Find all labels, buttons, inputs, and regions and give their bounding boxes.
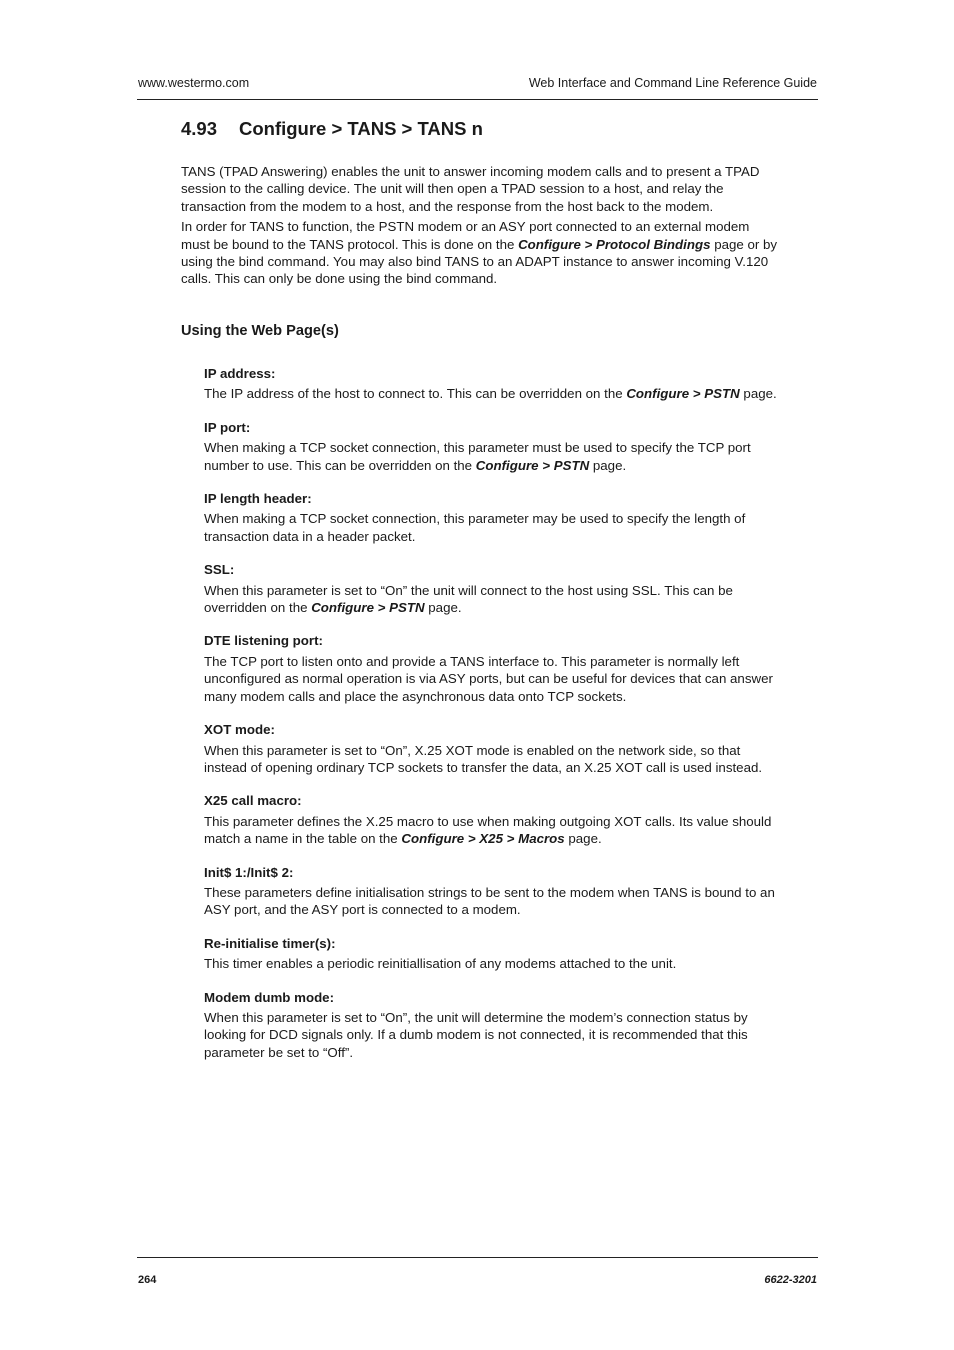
param-label: Modem dumb mode: xyxy=(204,989,335,1005)
parameter-list xyxy=(204,365,784,1077)
document-number: 6622-3201 xyxy=(764,1274,817,1286)
param-description xyxy=(204,439,784,474)
param-desc-text: This timer enables a periodic reinitiallisation of any modems attached to the unit. xyxy=(204,956,677,972)
param-x25-call-macro xyxy=(204,792,784,847)
param-desc-text-end: page. xyxy=(739,386,777,402)
param-description xyxy=(204,510,784,545)
page-number: 264 xyxy=(138,1274,157,1286)
param-ip-length-header xyxy=(204,490,784,545)
param-desc-text: The TCP port to listen onto and provide a TANS interface to. This parameter is normally left unconfigured as normal operation is via ASY ports, but can be useful for devices that can answer many modem calls and place the asynchronous data onto TCP sockets. xyxy=(204,653,773,704)
param-dte-listening-port xyxy=(204,632,784,705)
param-ip-port xyxy=(204,419,784,474)
param-page-reference: Configure > X25 > Macros xyxy=(401,831,565,847)
param-desc-text: When this parameter is set to “On” the unit will connect to the host using SSL. This can be overridden on the xyxy=(204,582,733,616)
param-desc-text-end: page. xyxy=(424,600,462,616)
param-label: SSL: xyxy=(204,562,235,578)
param-desc-text: When making a TCP socket connection, this parameter may be used to specify the length of transaction data in a header packet. xyxy=(204,511,746,544)
param-desc-text: These parameters define initialisation strings to be sent to the modem when TANS is bound to an ASY port, and the ASY port is connected to a modem. xyxy=(204,884,775,918)
param-description xyxy=(204,653,784,705)
param-description xyxy=(204,1009,784,1061)
param-label: IP length header: xyxy=(204,491,312,507)
param-label: Init$ 1:/Init$ 2: xyxy=(204,864,294,880)
header-website: www.westermo.com xyxy=(138,76,250,90)
param-page-reference: Configure > PSTN xyxy=(626,386,740,402)
param-description xyxy=(204,813,784,848)
section-title-text: Configure > TANS > TANS n xyxy=(239,118,483,139)
param-ip-address xyxy=(204,365,784,403)
param-modem-dumb-mode xyxy=(204,989,784,1062)
param-desc-text: When this parameter is set to “On”, X.25 XOT mode is enabled on the network side, so that instead of opening ordinary TCP sockets to transfer the data, an X.25 XOT call is used instead. xyxy=(204,742,763,775)
protocol-bindings-reference: Configure > Protocol Bindings xyxy=(518,236,711,252)
header-guide-title: Web Interface and Command Line Reference Guide xyxy=(528,76,817,90)
param-xot-mode xyxy=(204,721,784,776)
param-desc-text-end: page. xyxy=(564,831,602,847)
param-description xyxy=(204,884,784,919)
param-label: DTE listening port: xyxy=(204,633,323,649)
param-label: IP port: xyxy=(204,419,251,435)
param-description xyxy=(204,582,784,617)
param-page-reference: Configure > PSTN xyxy=(311,600,425,616)
param-description xyxy=(204,385,784,402)
intro-p2-text-end: page or by using the bind command. You may also bind TANS to an ADAPT instance to answer incoming V.120 calls. This can only be done using the bind command. xyxy=(181,236,778,287)
param-description xyxy=(204,742,784,777)
param-desc-text-end: page. xyxy=(589,457,627,473)
intro-text xyxy=(181,163,781,291)
header-divider xyxy=(137,99,818,100)
param-label: X25 call macro: xyxy=(204,793,302,809)
param-description xyxy=(204,955,784,972)
param-desc-text: When this parameter is set to “On”, the unit will determine the modem’s connection status by looking for DCD signals only. If a dumb modem is not connected, it is recommended that this parameter be set to “Off”. xyxy=(204,1009,748,1060)
param-label: IP address: xyxy=(204,366,276,381)
param-desc-text: This parameter defines the X.25 macro to use when making outgoing XOT calls. Its value should match a name in the table on the xyxy=(204,813,772,847)
intro-paragraph-2 xyxy=(181,218,781,288)
param-page-reference: Configure > PSTN xyxy=(475,457,590,473)
param-label: Re-initialise timer(s): xyxy=(204,935,336,951)
intro-paragraph-1: TANS (TPAD Answering) enables the unit to answer incoming modem calls and to present a TPAD session to the calling device. The unit will then open a TPAD session to a host, and relay the transaction from the modem to a host, and the response from the host back to the modem. xyxy=(181,164,760,214)
section-title xyxy=(181,118,483,140)
param-desc-text: When making a TCP socket connection, this parameter must be used to specify the TCP port number to use. This can be overridden on the xyxy=(204,440,751,473)
footer-divider xyxy=(137,1257,818,1258)
param-init-strings xyxy=(204,864,784,919)
param-ssl xyxy=(204,561,784,616)
param-reinitialise-timer xyxy=(204,935,784,973)
section-number: 4.93 xyxy=(181,118,218,139)
param-desc-text: The IP address of the host to connect to. This can be overridden on the xyxy=(204,386,627,402)
param-label: XOT mode: xyxy=(204,722,275,738)
using-web-pages-heading: Using the Web Page(s) xyxy=(181,323,339,339)
intro-p2-text: In order for TANS to function, the PSTN modem or an ASY port connected to an external modem must be bound to the TANS protocol. This is done on the xyxy=(181,219,750,252)
